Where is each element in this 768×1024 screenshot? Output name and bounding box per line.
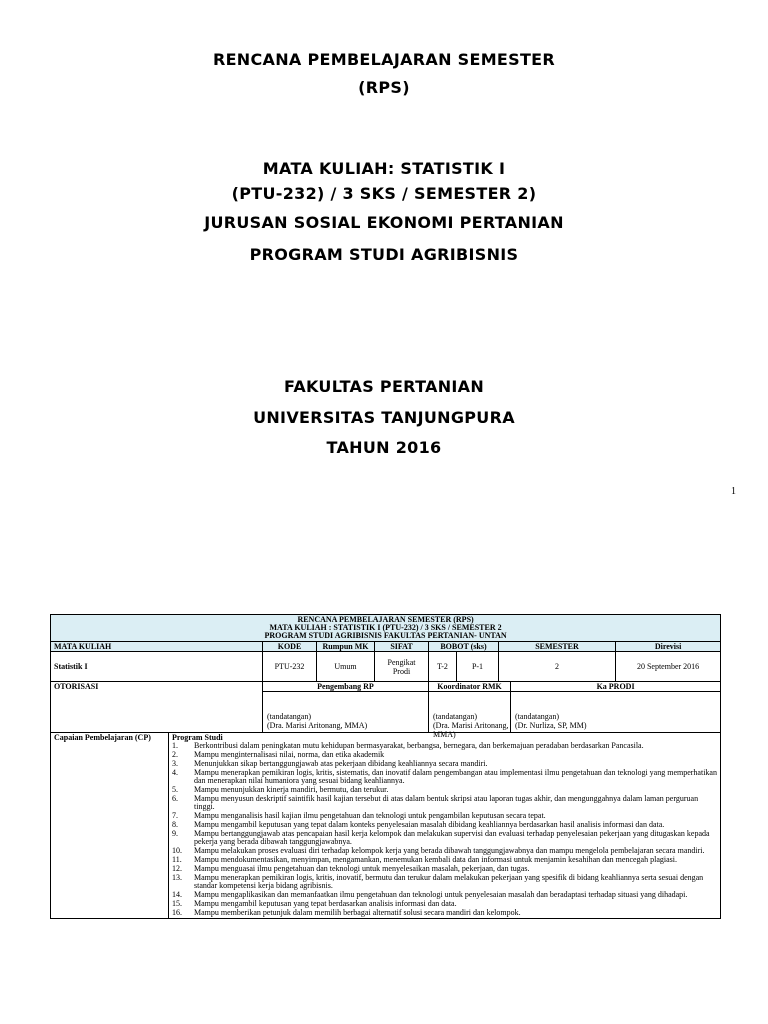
cp-item-text: Mampu mendokumentasikan, menyimpan, mengamankan, menemukan kembali data dan informasi untuk menjamin kesahihan dan mencegah plagiasi. — [194, 855, 677, 864]
cp-item-text: Mampu menguasai ilmu pengetahuan dan teknologi untuk menyelesaikan masalah, pekerjaan, dan tugas. — [194, 864, 530, 873]
cp-item-number: 9. — [172, 829, 178, 838]
pengembang-signature — [263, 692, 429, 733]
kaprodi-sig-text: (tandatangan) — [515, 712, 559, 721]
page-number: 1 — [731, 486, 736, 497]
cover-subtitle: (RPS) — [358, 78, 410, 97]
header-line-2: MATA KULIAH : STATISTIK I (PTU-232) / 3 SKS / SEMESTER 2 — [269, 623, 502, 632]
cp-item-number: 12. — [172, 864, 182, 873]
cp-item — [172, 742, 717, 750]
kaprodi-name: (Dr. Nurliza, SP, MM) — [515, 721, 587, 730]
pengembang-sig-text: (tandatangan) — [267, 712, 311, 721]
course-values-row — [51, 652, 721, 682]
course-name: MATA KULIAH: STATISTIK I — [262, 159, 506, 178]
koordinator-sig-text: (tandatangan) — [433, 712, 477, 721]
cp-item — [172, 847, 717, 855]
cp-item-number: 10. — [172, 846, 182, 855]
cp-label: Capaian Pembelajaran (CP) — [51, 733, 169, 918]
cp-item — [172, 812, 717, 820]
cp-item — [172, 760, 717, 768]
cp-item — [172, 900, 717, 908]
year: TAHUN 2016 — [326, 438, 442, 457]
kaprodi-signature — [511, 692, 721, 733]
cp-item-text: Mampu mengambil keputusan yang tepat dalam konteks penyelesaian masalah dibidang keahliannya berdasarkan hasil analisis informasi dan data. — [194, 820, 665, 829]
cp-item-number: 3. — [172, 759, 178, 768]
value-direvisi: 20 September 2016 — [616, 652, 721, 682]
col-kode: KODE — [263, 642, 317, 652]
col-semester: SEMESTER — [499, 642, 616, 652]
header-line-3: PROGRAM STUDI AGRIBISNIS FAKULTAS PERTANIAN- UNTAN — [264, 631, 507, 640]
cp-item — [172, 891, 717, 899]
cp-item-text: Mampu menunjukkan kinerja mandiri, bermutu, dan terukur. — [194, 785, 389, 794]
otorisasi-label: OTORISASI — [51, 682, 263, 733]
cp-item-text: Mampu mengambil keputusan yang tepat berdasarkan analisis informasi dan data. — [194, 899, 457, 908]
program-name: PROGRAM STUDI AGRIBISNIS — [249, 245, 519, 264]
cp-item — [172, 830, 717, 846]
header-line-1: RENCANA PEMBELAJARAN SEMESTER (RPS) — [297, 615, 474, 624]
value-bobot-t: T-2 — [429, 652, 457, 682]
university-name: UNIVERSITAS TANJUNGPURA — [253, 408, 515, 427]
cp-item-text: Berkontribusi dalam peningkatan mutu kehidupan bermasyarakat, berbangsa, bernegara, dan berkemajuan peradaban berdasarkan Pancasila. — [194, 741, 644, 750]
col-sifat: SIFAT — [375, 642, 429, 652]
column-headers — [51, 642, 721, 652]
cp-item — [172, 865, 717, 873]
value-rumpun: Umum — [317, 652, 375, 682]
cp-item — [172, 769, 717, 785]
col-mata-kuliah: MATA KULIAH — [51, 642, 263, 652]
cp-item — [172, 795, 717, 811]
cp-item-number: 2. — [172, 750, 178, 759]
cp-item-text: Mampu menerapkan pemikiran logis, kritis, inovatif, bermutu dan terukur dalam melakukan pekerjaan yang spesifik di bidang keahliannya serta sesuai dengan standar kompetensi kerja bidang agribisnis. — [194, 873, 704, 890]
koordinator-signature — [429, 692, 511, 739]
cp-item-number: 14. — [172, 890, 182, 899]
cp-item-text: Menunjukkan sikap bertanggungjawab atas pekerjaan dibidang keahliannya secara mandiri. — [194, 759, 488, 768]
cp-item — [172, 874, 717, 890]
cp-item-text: Mampu menganalisis hasil kajian ilmu pengetahuan dan teknologi untuk pengambilan keputusan secara tepat. — [194, 811, 546, 820]
col-bobot: BOBOT (sks) — [429, 642, 499, 652]
otorisasi-header-row — [51, 682, 721, 692]
pengembang-name: (Dra. Marisi Aritonang, MMA) — [267, 721, 368, 730]
department-name: JURUSAN SOSIAL EKONOMI PERTANIAN — [204, 213, 564, 232]
cp-item — [172, 751, 717, 759]
value-sifat: Pengikat Prodi — [375, 652, 429, 682]
cp-item-text: Mampu melakukan proses evaluasi diri terhadap kelompok kerja yang berada dibawah tanggungjawabnya dan mampu mengelola pembelajaran secara mandiri. — [194, 846, 705, 855]
cp-row — [51, 733, 721, 919]
cp-item-number: 1. — [172, 741, 178, 750]
koordinator-name: (Dra. Marisi Aritonang, MMA) — [433, 721, 509, 739]
value-semester: 2 — [499, 652, 616, 682]
cp-item-number: 7. — [172, 811, 178, 820]
cp-item — [172, 856, 717, 864]
value-bobot-p: P-1 — [457, 652, 499, 682]
kaprodi-label: Ka PRODI — [511, 682, 721, 692]
cp-item-text: Mampu menyusun deskriptif saintifik hasil kajian tersebut di atas dalam bentuk skripsi atau laporan tugas akhir, dan mengunggahnya dalam laman perguruan tinggi. — [194, 794, 699, 811]
value-mata-kuliah: Statistik I — [51, 652, 263, 682]
rps-table — [50, 614, 721, 919]
cp-item-number: 15. — [172, 899, 182, 908]
cp-item-number: 11. — [172, 855, 182, 864]
cp-program-label: Program Studi — [172, 733, 223, 742]
cp-item-text: Mampu bertanggungjawab atas pencapaian hasil kerja kelompok dan melakukan supervisi dan evaluasi terhadap penyelesaian pekerjaan yang ditugaskan kepada pekerja yang berada dibawah tanggungjawabnya. — [194, 829, 710, 846]
cp-item-number: 6. — [172, 794, 178, 803]
cp-item — [172, 821, 717, 829]
value-kode: PTU-232 — [263, 652, 317, 682]
cp-item-number: 4. — [172, 768, 178, 777]
cp-item — [172, 909, 717, 917]
col-direvisi: Direvisi — [616, 642, 721, 652]
cp-item — [172, 786, 717, 794]
table-header — [51, 615, 721, 642]
cp-item-number: 16. — [172, 908, 182, 917]
pengembang-label: Pengembang RP — [263, 682, 429, 692]
cp-list — [172, 742, 717, 917]
course-code: (PTU-232) / 3 SKS / SEMESTER 2) — [231, 184, 537, 203]
koordinator-label: Koordinator RMK — [429, 682, 511, 692]
cp-item-text: Mampu menerapkan pemikiran logis, kritis, sistematis, dan inovatif dalam pengembangan atau implementasi ilmu pengetahuan dan teknologi yang memperhatikan dan menerapkan nilai humaniora yang sesuai bidang keahliannya. — [194, 768, 717, 785]
cover-title: RENCANA PEMBELAJARAN SEMESTER — [212, 50, 556, 69]
col-rumpun: Rumpun MK — [317, 642, 375, 652]
cp-item-text: Mampu menginternalisasi nilai, norma, dan etika akademik — [194, 750, 385, 759]
cp-item-text: Mampu mengaplikasikan dan memanfaatkan ilmu pengetahuan dan teknologi untuk penyelesaian masalah dan beradaptasi terhadap situasi yang dihadapi. — [194, 890, 688, 899]
faculty-name: FAKULTAS PERTANIAN — [283, 377, 485, 396]
cp-item-number: 5. — [172, 785, 178, 794]
cp-item-text: Mampu memberikan petunjuk dalam memilih berbagai alternatif solusi secara mandiri dan kelompok. — [194, 908, 521, 917]
cp-item-number: 13. — [172, 873, 182, 882]
cp-item-number: 8. — [172, 820, 178, 829]
